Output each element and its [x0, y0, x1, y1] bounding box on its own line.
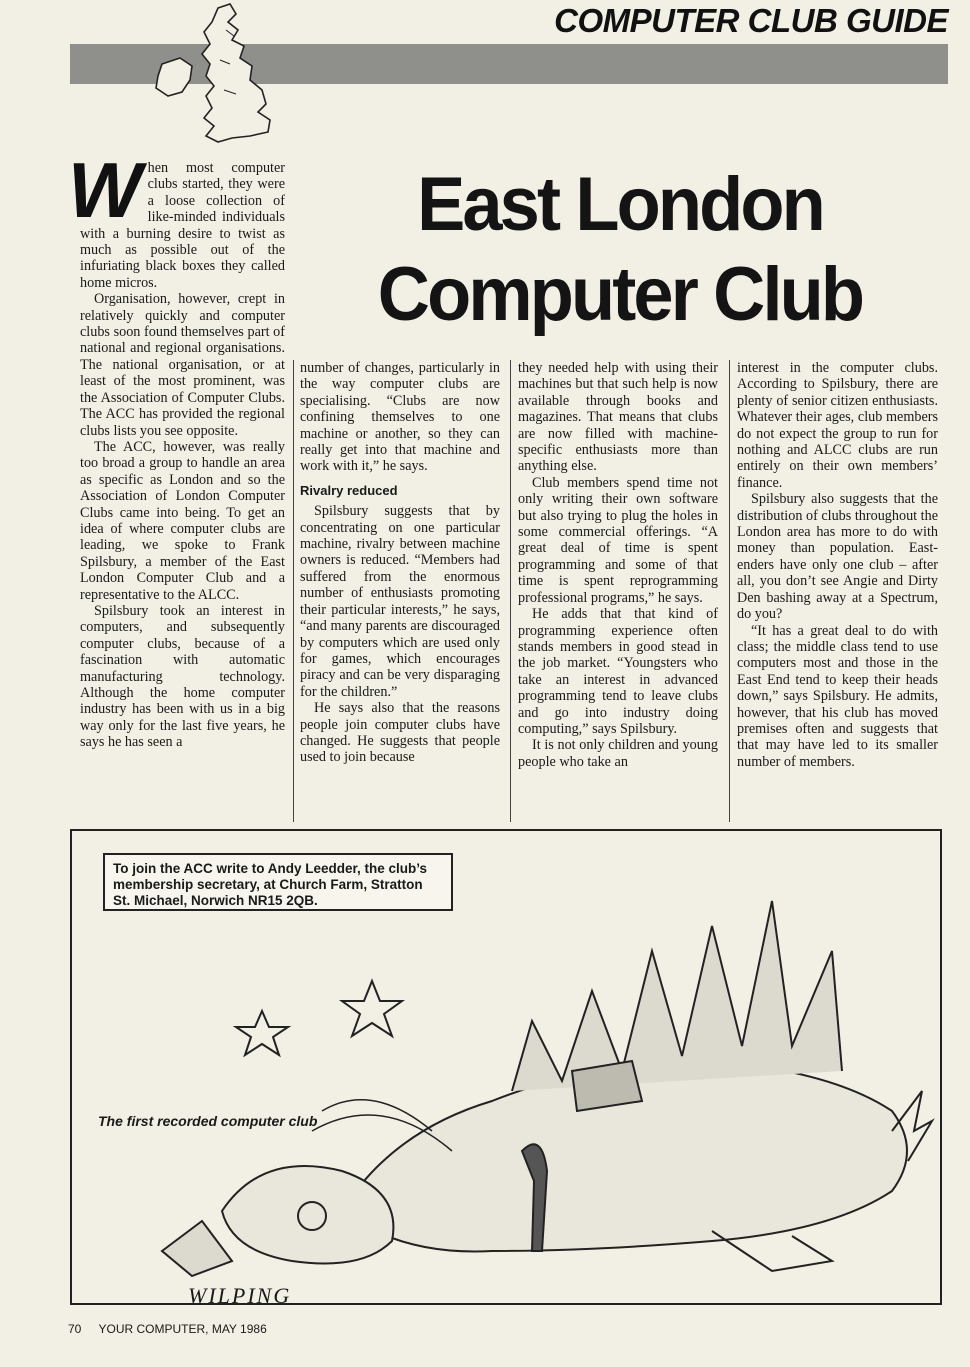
paragraph: Spilsbury suggests that by concentrating on one particular machine, rivalry between machine owners is reduced. “Members had suffered from the enormous number of enthusiasts promoting their particular interests,” he says, “and many parents are discouraged by computers which are used only for games, which encourages piracy and can be very disparaging for the children.”: [300, 503, 500, 700]
column-rule: [510, 360, 511, 822]
paragraph: He adds that that kind of programming experience often stands members in good stead in the job market. “Youngsters who take an interest in advanced programming tend to leave clubs and go into industry doing computing,” says Spilsbury.: [518, 606, 718, 737]
paragraph: The ACC, however, was really too broad a group to handle an area as specific as London and so the Association of London Computer Clubs came into being. To get an idea of where computer clubs are leading, we spoke to Frank Spilsbury, a member of the East London Computer Club and a representative to the ALCC.: [80, 438, 285, 603]
paragraph: hen most computer clubs started, they were a loose collection of like-minded individuals with a burning desire to twist as much as possible out of the infuriating black boxes they called home micros.: [80, 160, 285, 291]
article-column-1: [68, 146, 285, 751]
paragraph: number of changes, particularly in the way computer clubs are specialising. “Clubs are now confining themselves to one machine or another, so they can really get into that machine and work with it,” he says.: [300, 360, 500, 475]
paragraph: Club members spend time not only writing their own software but also trying to plug the holes in some commercial offerings. “A great deal of time is spent programming and some of that time is spent reprogramming professional programs,” he says.: [518, 474, 718, 606]
article-title: [290, 160, 950, 340]
uk-map-icon: [140, 0, 300, 150]
column-rule: [729, 360, 730, 822]
paragraph: interest in the computer clubs. According to Spilsbury, there are plenty of senior citizen enthusiasts. Whatever their ages, club members do not expect the group to run for nothing and ALCC clubs are run entirely on their own members’ finance.: [737, 360, 938, 491]
artist-signature: WILPING: [188, 1283, 292, 1308]
drop-cap: W: [68, 146, 142, 234]
page-footer: [68, 1322, 281, 1336]
paragraph: “It has a great deal to do with class; the middle class tend to use computers most and those in the East End tend to keep their heads down,” says Spilsbury. He admits, however, that his club has moved premises often and suggests that that may have led to its smaller number of members.: [737, 622, 938, 770]
paragraph: Spilsbury took an interest in computers, and subsequently computer clubs, because of a fascination with automatic manufacturing technology. Although the home computer industry has been with us in a big way only for the last five years, he says he has seen a: [80, 602, 285, 751]
article-column-3: [518, 360, 718, 770]
paragraph: Organisation, however, crept in relatively quickly and computer clubs soon found themselves part of national and regional organisations. The national organisation, or at least of the most prominent, was the Association of Computer Clubs. The ACC has provided the regional clubs lists you see opposite.: [80, 291, 285, 439]
illustration-caption: The first recorded computer club: [98, 1113, 318, 1129]
subheading: Rivalry reduced: [300, 482, 398, 498]
paragraph: It is not only children and young people who take an: [518, 737, 718, 770]
section-title: COMPUTER CLUB GUIDE: [554, 2, 948, 39]
publication-info: YOUR COMPUTER, MAY 1986: [98, 1322, 267, 1336]
article-column-4: [737, 360, 938, 770]
paragraph: He says also that the reasons people join computer clubs have changed. He suggests that people used to join because: [300, 700, 500, 766]
paragraph: they needed help with using their machines but that such help is now available through books and magazines. That means that clubs are now filled with machine-specific enthusiasts more than anything else.: [518, 360, 718, 475]
article-column-2: [300, 360, 500, 766]
column-rule: [293, 360, 294, 822]
page-number: 70: [68, 1322, 82, 1336]
title-line-2: Computer Club: [377, 252, 863, 337]
paragraph: Spilsbury also suggests that the distribution of clubs throughout the London area has more to do with money than population. East-enders have only one club – after all, you don’t see Angie and Dirty Den bashing away at a Spectrum, do you?: [737, 491, 938, 623]
membership-info-box: To join the ACC write to Andy Leedder, the club’s membership secretary, at Church Farm, Stratton St. Michael, Norwich NR15 2QB.: [103, 853, 453, 911]
title-line-1: East London: [417, 162, 823, 247]
